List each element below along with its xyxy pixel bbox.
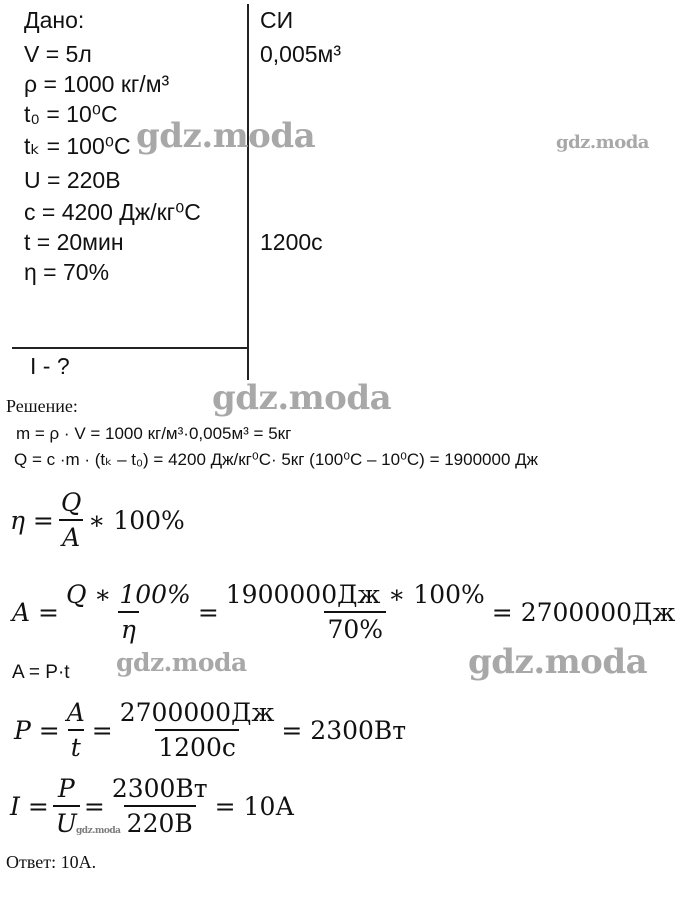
current-denominator-2: 220В — [124, 805, 196, 838]
current-denominator-1: U — [53, 805, 80, 838]
power-fraction-2 — [117, 698, 278, 762]
power-numerator-2: 2700000Дж — [119, 698, 275, 727]
current-equals: = — [83, 791, 105, 821]
current-numerator-1: P — [57, 774, 75, 803]
power-equals: = — [91, 715, 113, 745]
power-fraction-1 — [64, 698, 88, 762]
heat-equation: Q = c ·m · (tₖ – t₀) = 4200 Дж/кг⁰С· 5кг (100⁰С – 10⁰С) = 1900000 Дж — [14, 450, 539, 469]
work-numerator-2: 1900000Дж ∗ 100% — [225, 580, 485, 609]
work-denominator-2: 70% — [324, 611, 386, 644]
watermark: gdz.moda — [468, 642, 648, 682]
current-formula — [10, 774, 294, 838]
current-numerator-2: 2300Вт — [111, 774, 208, 803]
given-header: Дано: — [24, 7, 85, 33]
watermark: gdz.moda — [556, 132, 649, 153]
work-definition: A = P·t — [12, 662, 70, 683]
given-end-temp: tₖ = 100⁰С — [24, 133, 131, 159]
efficiency-formula — [10, 488, 185, 552]
power-formula — [14, 698, 406, 762]
current-fraction-2 — [109, 774, 211, 838]
given-start-temp: t₀ = 10⁰С — [24, 101, 118, 127]
watermark: gdz.moda — [76, 826, 121, 836]
answer: Ответ: 10А. — [6, 852, 97, 872]
solution-label: Решение: — [6, 396, 78, 416]
given-voltage: U = 220В — [24, 167, 121, 193]
power-result: = 2300Вт — [281, 715, 407, 745]
watermark: gdz.moda — [212, 378, 392, 418]
work-lhs: A = — [12, 597, 59, 627]
power-numerator-1: A — [66, 698, 85, 727]
watermark: gdz.moda — [116, 648, 247, 677]
given-volume: V = 5л — [24, 41, 92, 67]
work-formula — [12, 580, 675, 644]
current-result: = 10А — [214, 791, 295, 821]
given-time: t = 20мин — [24, 229, 124, 255]
si-time: 1200с — [260, 229, 323, 255]
current-lhs: I = — [10, 791, 49, 821]
efficiency-fraction — [58, 488, 85, 552]
work-result: = 2700000Дж — [491, 597, 676, 627]
si-volume: 0,005м³ — [260, 41, 342, 67]
efficiency-numerator: Q — [60, 488, 82, 517]
given-specific-heat: c = 4200 Дж/кг⁰С — [24, 199, 201, 225]
work-fraction-2 — [223, 580, 488, 644]
power-denominator-2: 1200с — [155, 729, 239, 762]
find-current: I - ? — [30, 353, 70, 379]
mass-equation: m = ρ · V = 1000 кг/м³·0,005м³ = 5кг — [16, 424, 292, 443]
given-density: ρ = 1000 кг/м³ — [24, 71, 170, 97]
efficiency-lhs: η = — [10, 505, 54, 535]
given-si-divider — [247, 4, 249, 380]
given-efficiency: η = 70% — [24, 259, 110, 285]
power-lhs: P = — [14, 715, 60, 745]
efficiency-rest: ∗ 100% — [88, 505, 185, 535]
si-header: СИ — [260, 7, 294, 33]
watermark: gdz.moda — [136, 116, 316, 156]
power-denominator-1: t — [68, 729, 84, 762]
work-equals: = — [197, 597, 219, 627]
work-numerator-1: Q ∗ 100% — [65, 580, 191, 609]
work-fraction-1 — [63, 580, 194, 644]
given-find-divider — [12, 347, 247, 349]
efficiency-denominator: A — [59, 519, 83, 552]
work-denominator-1: η — [118, 611, 139, 644]
